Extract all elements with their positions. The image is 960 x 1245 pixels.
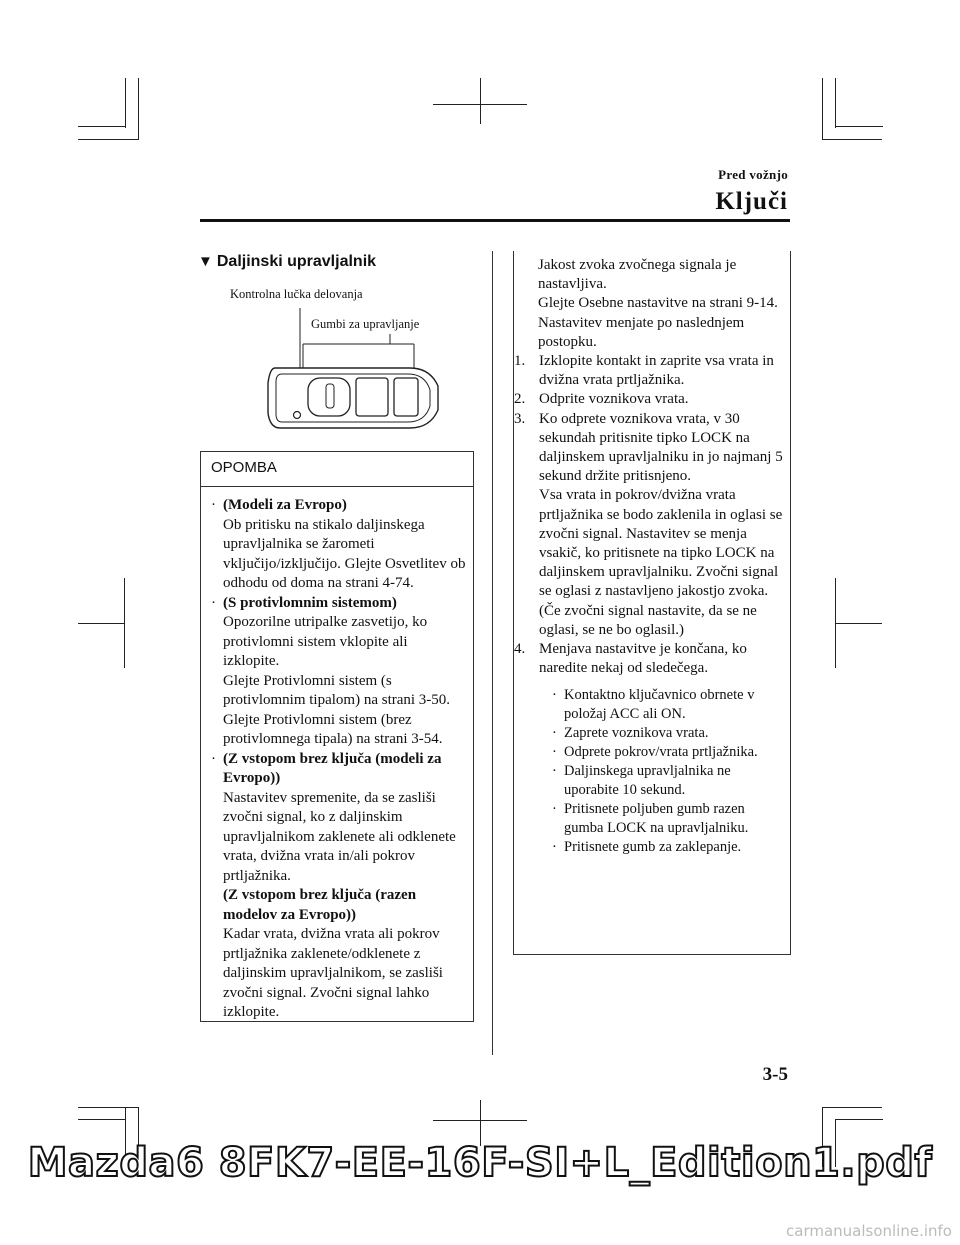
- procedure-intro: Nastavitev menjate po naslednjem postopku.: [538, 314, 745, 350]
- settings-box: [513, 251, 791, 955]
- procedure-step: 2. Odprite voznikova vrata.: [514, 391, 689, 408]
- site-watermark: carmanualsonline.info: [786, 1222, 952, 1240]
- note-body: [211, 496, 467, 1023]
- figure-label-buttons: Gumbi za upravljanje: [311, 317, 420, 331]
- note-item-text: Nastavitev spremenite, da se zasliši zvočni signal, ko z daljinskim upravljalnikom zaklenete ali odklenete vrata, dvižna vrata in/ali pokrov prtljažnika.: [223, 789, 456, 884]
- note-item-title: (Modeli za Evropo): [223, 497, 347, 513]
- completion-condition: · Pritisnete poljuben gumb razen gumba LOCK na upravljalniku.: [552, 801, 749, 837]
- section-title: Ključi: [715, 188, 788, 215]
- settings-body: [514, 256, 786, 857]
- note-item-title: (S protivlomnim sistemom): [223, 594, 397, 611]
- procedure-step: 4. Menjava nastavitve je končana, ko naredite nekaj od sledečega.: [514, 641, 747, 677]
- procedure-step: 1. Izklopite kontakt in zaprite vsa vrata in dvižna vrata prtljažnika.: [514, 353, 774, 389]
- volume-intro: Jakost zvoka zvočnega signala je nastavljiva.: [538, 257, 737, 293]
- note-item-text: Kadar vrata, dvižna vrata ali pokrov prtljažnika zaklenete/odklenete z daljinskim upravljalnikom, se zasliši zvočni signal. Zvočni signal lahko izklopite.: [223, 926, 443, 1020]
- note-item-title: (Z vstopom brez ključa (razen modelov za Evropo)): [223, 887, 417, 923]
- pdf-filename-watermark: Mazda6 8FK7-EE-16F-SI+L_Edition1.pdf: [27, 1140, 933, 1186]
- remote-heading-text: Daljinski upravljalnik: [216, 253, 377, 270]
- note-item-text: Opozorilne utripalke zasvetijo, ko protivlomni sistem vklopite ali izklopite.: [223, 614, 428, 669]
- lock-button-shape: [356, 378, 388, 416]
- note-item-text: Glejte Protivlomni sistem (s protivlomnim tipalom) na strani 3-50.: [223, 672, 451, 708]
- note-heading: OPOMBA: [201, 452, 473, 487]
- section-subtitle: Pred vožnjo: [718, 167, 788, 182]
- remote-key-illustration: [260, 298, 450, 438]
- triangle-marker-icon: ▼: [198, 253, 213, 270]
- note-item-text: Glejte Protivlomni sistem (brez protivlomnega tipala) na strani 3-54.: [223, 711, 443, 747]
- completion-condition: · Kontaktno ključavnico obrnete v položaj ACC ali ON.: [552, 687, 755, 723]
- remote-heading: [198, 253, 376, 271]
- note-item: · (Z vstopom brez ključa (modeli za Evropo)) Nastavitev spremenite, da se zasliši zvočni signal, ko z daljinskim upravljalnikom zaklenete ali odklenete vrata, dvižna vrata in/ali pokrov prtljažnika. (Z vstopom brez ključa (razen modelov za Evropo)) Kadar vrata, dvižna vrata ali pokrov prtljažnika zaklenete/odklenete z daljinskim upravljalnikom, se zasliši zvočni signal. Zvočni signal lahko izklopite.: [211, 750, 467, 1023]
- note-item: · (S protivlomnim sistemom) Opozorilne utripalke zasvetijo, ko protivlomni sistem vklopite ali izklopite. Glejte Protivlomni sistem (s protivlomnim tipalom) na strani 3-50. Glejte Protivlomni sistem (brez protivlomnega tipala) na strani 3-54.: [211, 594, 467, 750]
- completion-condition: · Pritisnete gumb za zaklepanje.: [552, 839, 742, 856]
- header-rule: [200, 219, 790, 222]
- procedure-step: 3. Ko odprete voznikova vrata, v 30 sekundah pritisnite tipko LOCK na daljinskem upravljalniku in jo najmanj 5 sekund držite pritisnjeno. Vsa vrata in pokrov/dvižna vrata prtljažnika se bodo zaklenila in oglasi se zvočni signal. Nastavitev se menja vsakič, ko pritisnete na tipko LOCK na daljinskem upravljalniku. Zvočni signal se oglasi z nastavljeno jakostjo zvoka. (Če zvočni signal nastavite, da se ne oglasi, se ne bo oglasil.): [514, 410, 783, 638]
- note-item: · (Modeli za Evropo) Ob pritisku na stikalo daljinskega upravljalnika se žarometi vključijo/izključijo. Glejte Osvetlitev ob odhodu od doma na strani 4-74.: [211, 496, 467, 594]
- page-number: 3-5: [762, 1064, 788, 1085]
- note-item-title: (Z vstopom brez ključa (modeli za Evropo)): [223, 750, 442, 786]
- indicator-light-shape: [294, 412, 301, 419]
- note-item-text: Ob pritisku na stikalo daljinskega upravljalnika se žarometi vključijo/izključijo. Glejte Osvetlitev ob odhodu od doma na strani 4-74.: [223, 516, 466, 591]
- settings-reference: Glejte Osebne nastavitve na strani 9-14.: [538, 295, 778, 312]
- trunk-button-shape: [394, 378, 418, 416]
- column-divider: [492, 251, 493, 1055]
- figure-label-indicator: Kontrolna lučka delovanja: [230, 287, 363, 301]
- note-box: [200, 451, 474, 1022]
- completion-condition: · Odprete pokrov/vrata prtljažnika.: [552, 744, 758, 761]
- completion-condition: · Daljinskega upravljalnika ne uporabite 10 sekund.: [552, 763, 731, 799]
- completion-condition: · Zaprete voznikova vrata.: [552, 725, 709, 742]
